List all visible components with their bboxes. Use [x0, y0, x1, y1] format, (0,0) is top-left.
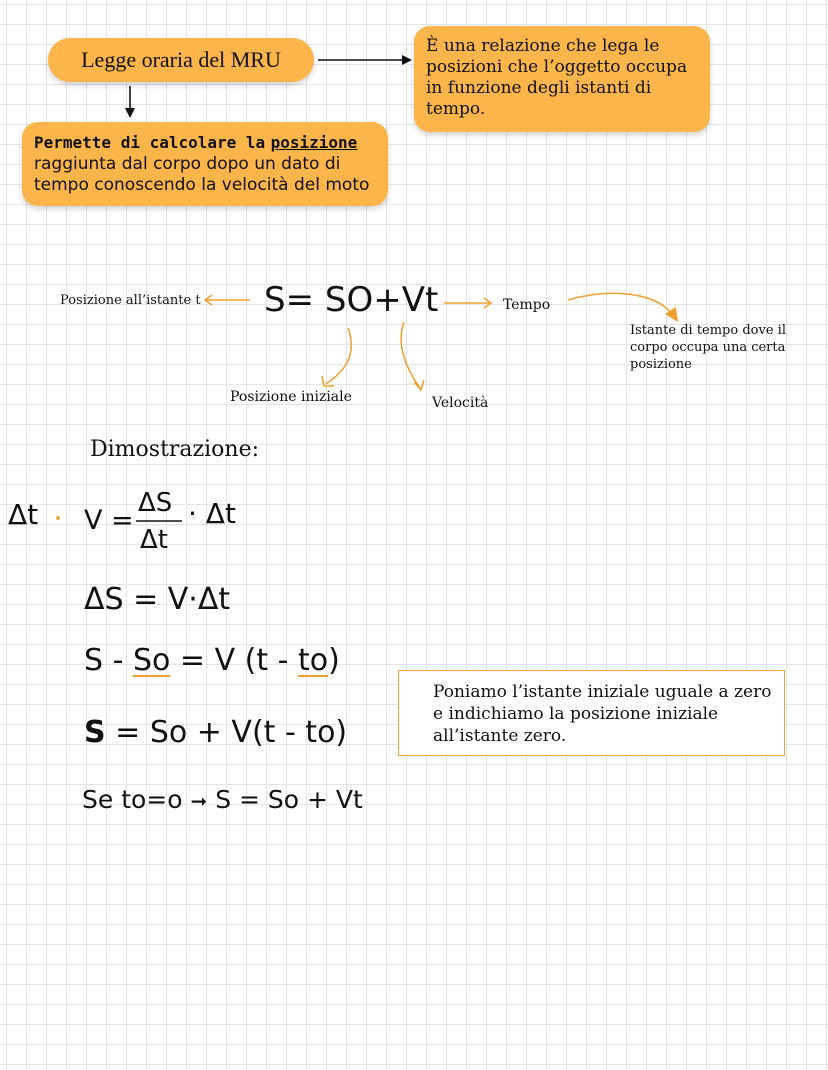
step3-to: to	[298, 643, 329, 678]
velocity-label: Velocità	[432, 395, 489, 411]
left-label: Posizione all’istante t	[60, 293, 201, 308]
initial-label: Posizione iniziale	[230, 389, 352, 405]
step3-c: )	[328, 643, 340, 678]
perm-rest: raggiunta dal corpo dopo un dato di tempo conoscendo la velocità del moto	[34, 154, 370, 195]
step5-b: S = So + Vt	[215, 785, 363, 814]
perm-bold-underlined: posizione	[270, 133, 358, 152]
definition-text: È una relazione che lega le posizioni che l’oggetto occupa in funzione degli istanti di tempo.	[426, 36, 688, 119]
tempo-note: Istante di tempo dove il corpo occupa una certa posizione	[630, 323, 786, 372]
step1-left: Δt	[8, 498, 39, 531]
step3-a: S -	[84, 643, 133, 678]
step4-s: S	[84, 715, 106, 750]
note-text: Poniamo l’istante iniziale uguale a zero e indichiamo la posizione iniziale all’istante zero.	[433, 682, 772, 746]
step1-right: · Δt	[188, 497, 236, 530]
arrow-to-initial	[326, 328, 351, 384]
step1-v: V =	[84, 505, 134, 536]
arrow-to-velocity	[401, 322, 420, 388]
arrow-to-tempo-note	[568, 293, 672, 314]
page-title	[48, 38, 314, 82]
step5-arrow-icon: ➞	[190, 789, 208, 813]
step2: ΔS = V·Δt	[84, 582, 231, 617]
step3-b: = V (t -	[170, 643, 298, 678]
step1-numerator: ΔS	[138, 488, 173, 518]
step5-a: Se to=o	[82, 785, 183, 814]
step5	[82, 785, 363, 814]
note-box	[398, 670, 785, 756]
step4-rest: = So + V(t - to)	[105, 715, 348, 750]
main-formula: S= SO+Vt	[264, 280, 439, 320]
demo-title: Dimostrazione:	[90, 437, 260, 462]
tempo-label: Tempo	[503, 297, 551, 313]
definition-bubble	[414, 26, 710, 132]
step4	[84, 715, 347, 750]
step3-so: So	[132, 643, 171, 678]
step1-dot: ·	[54, 506, 63, 532]
title-text: Legge oraria del MRU	[81, 47, 281, 72]
step3	[84, 643, 340, 678]
perm-bold: Permette di calcolare la	[34, 133, 266, 152]
step1-denominator: Δt	[140, 525, 168, 555]
permette-bubble	[22, 122, 388, 206]
